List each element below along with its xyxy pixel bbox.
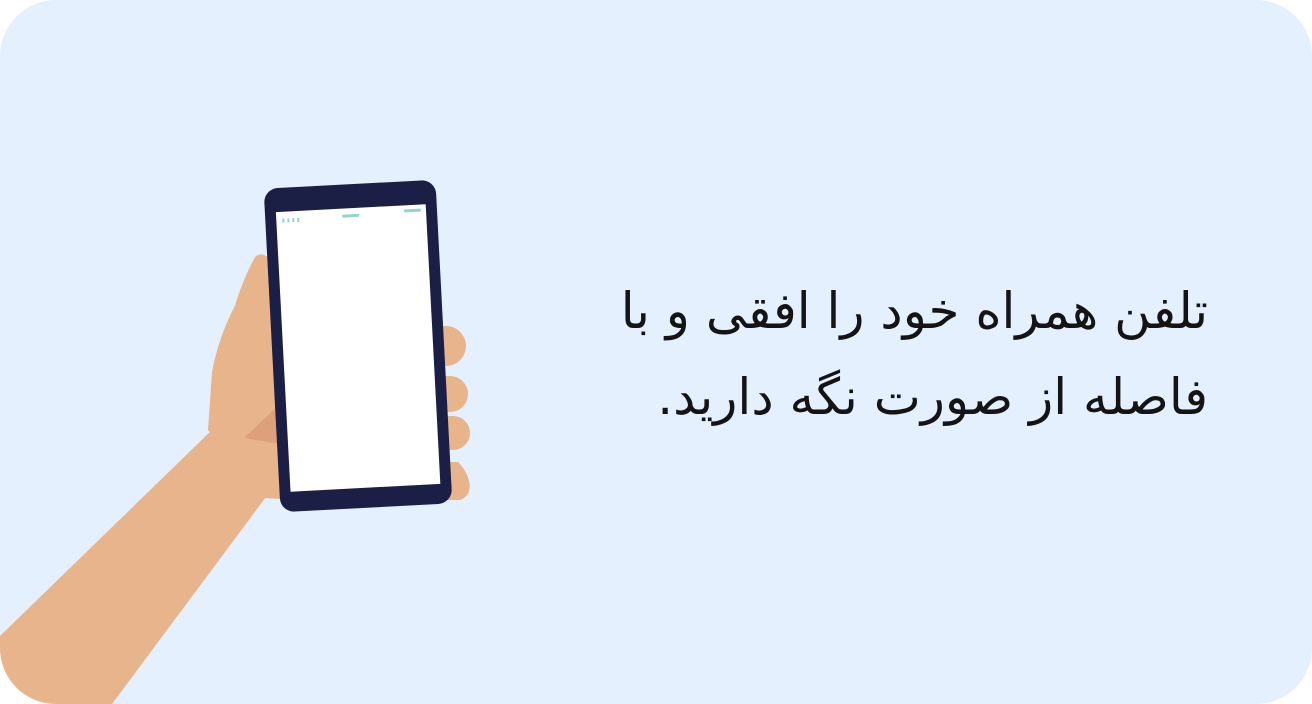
signal-icon (282, 219, 284, 223)
phone-screen (276, 204, 440, 491)
instruction-line-1: تلفن همراه خود را افقی و با (620, 282, 1208, 340)
smartphone (264, 180, 453, 513)
instruction-line-2: فاصله از صورت نگه دارید. (657, 368, 1208, 426)
instruction-text (528, 268, 1208, 440)
